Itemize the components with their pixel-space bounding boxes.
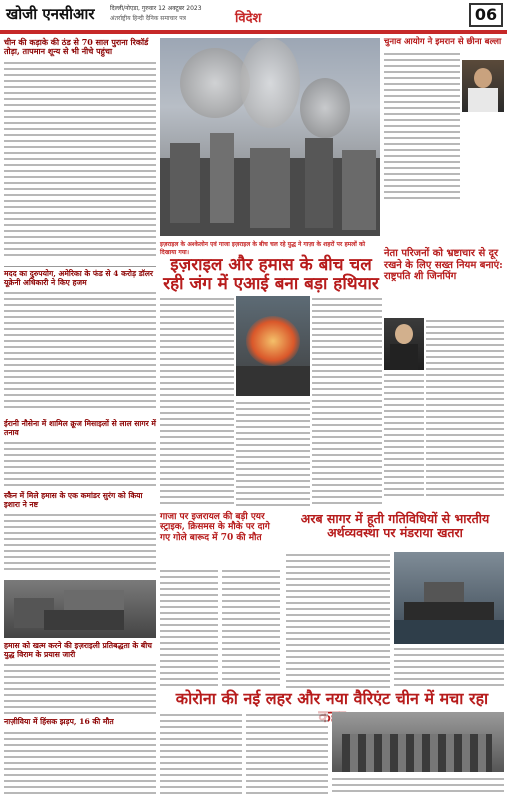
body-text bbox=[246, 712, 328, 796]
headline: स्कैन में मिले हमास के एक कमांडर सुरंग को किया इशारा ने नष्ट bbox=[4, 491, 143, 509]
xi-photo bbox=[384, 318, 424, 370]
body-text bbox=[236, 400, 310, 508]
subline: अंतर्राष्ट्रीय हिन्दी दैनिक समाचार पत्र bbox=[110, 15, 186, 22]
body-text bbox=[426, 318, 504, 500]
story-china-corruption-text2 bbox=[384, 372, 424, 500]
story-hamas-defeat bbox=[4, 642, 156, 714]
photo-caption: इज़राइल के अश्केलोन एवं गाजा इज़राइल के बीच चल रहे युद्ध ने गाज़ा के शहरों पर हमलों को दिखाया गया। bbox=[160, 241, 366, 256]
crowd-photo bbox=[332, 712, 504, 772]
headline: नेता परिजनों को भ्रष्टाचार से दूर रखने के लिए सख्त नियम बनाएं: राष्ट्रपति शी जिनपिंग bbox=[384, 248, 503, 282]
body-text bbox=[384, 51, 460, 201]
body-text bbox=[394, 646, 504, 688]
main-body-col2 bbox=[236, 400, 310, 508]
page-header bbox=[0, 0, 507, 32]
headline: ईरानी नौसेना में शामिल क्रूज मिसाइलों से लाल सागर में तनाव bbox=[4, 419, 156, 437]
imran-photo bbox=[462, 60, 504, 112]
corona-body-col1 bbox=[160, 712, 242, 796]
body-text bbox=[332, 776, 504, 796]
dateline: दिल्ली/नोएडा, गुरुवार 12 अक्टूबर 2023 bbox=[110, 5, 202, 12]
page-number: 06 bbox=[469, 3, 503, 27]
story-china-corruption bbox=[384, 248, 504, 283]
story-iran-navy bbox=[4, 420, 156, 490]
red-sea-body-2 bbox=[394, 646, 504, 688]
body-text bbox=[160, 712, 242, 796]
body-text bbox=[4, 730, 156, 798]
body-text bbox=[4, 440, 156, 490]
corona-body-col2 bbox=[246, 712, 328, 796]
main-body-col3 bbox=[312, 296, 382, 508]
headline: मदद का दुरुपयोग, अमेरिका के फंड से 4 करोड़ डॉलर यूक्रेनी अधिकारी ने किए हजम bbox=[4, 269, 154, 287]
body-text bbox=[384, 372, 424, 500]
headline: चुनाव आयोग ने इमरान से छीना बल्ला bbox=[384, 37, 502, 47]
headline: गाजा पर इजरायल की बड़ी एयर स्ट्राइक, क्रिसमस के मौके पर दागे गए गोले बारूद में 70 की मौत bbox=[160, 512, 270, 543]
headline: नाज़ीविया में हिंसक झड़प, 16 की मौत bbox=[4, 717, 114, 726]
headline: चीन की कड़ाके की ठंड से 70 साल पुराना रिकॉर्ड तोड़ा, तापमान शून्य से भी नीचे पहुंचा bbox=[4, 37, 149, 57]
gaza-body-col2 bbox=[222, 568, 280, 688]
divider bbox=[4, 266, 156, 267]
corona-headline: कोरोना की नई लहर और नया वैरिएंट चीन में मचा रहा bbox=[175, 689, 489, 708]
story-scan bbox=[4, 492, 156, 574]
headline: हमास को खत्म करने की इज़राइली प्रतिबद्धता के बीच युद्ध विराम के प्रयास जारी bbox=[4, 641, 153, 659]
red-sea-headline: अरब सागर में हूती गतिविधियों से भारतीय अर्थव्यवस्था पर मंडराया खतरा bbox=[300, 511, 490, 540]
story-gaza-strike bbox=[160, 512, 280, 543]
body-text bbox=[160, 568, 218, 688]
corona-body-col3 bbox=[332, 776, 504, 796]
body-text bbox=[222, 568, 280, 688]
rubble-photo bbox=[4, 580, 156, 638]
story-nazi bbox=[4, 718, 156, 798]
body-text bbox=[312, 296, 382, 508]
header-rule bbox=[0, 30, 507, 34]
gaza-skyline-photo bbox=[160, 38, 380, 236]
masthead: खोजी एनसीआर bbox=[6, 5, 95, 23]
red-sea-body bbox=[286, 552, 390, 688]
main-headline: इज़राइल और हमास के बीच चल रही जंग में एआई बना बड़ा हथियार bbox=[163, 255, 379, 294]
body-text bbox=[4, 662, 156, 714]
body-text bbox=[286, 552, 390, 688]
section-title: विदेश bbox=[235, 11, 262, 26]
explosion-photo bbox=[236, 296, 310, 396]
body-text bbox=[4, 60, 156, 256]
ship-photo bbox=[394, 552, 504, 644]
body-text bbox=[160, 296, 234, 508]
story-china-cold bbox=[4, 38, 156, 256]
main-body-col1 bbox=[160, 296, 234, 508]
story-us-aid bbox=[4, 270, 156, 410]
gaza-body-col1 bbox=[160, 568, 218, 688]
body-text bbox=[4, 290, 156, 410]
story-china-corruption-text bbox=[426, 318, 504, 500]
body-text bbox=[4, 512, 156, 574]
